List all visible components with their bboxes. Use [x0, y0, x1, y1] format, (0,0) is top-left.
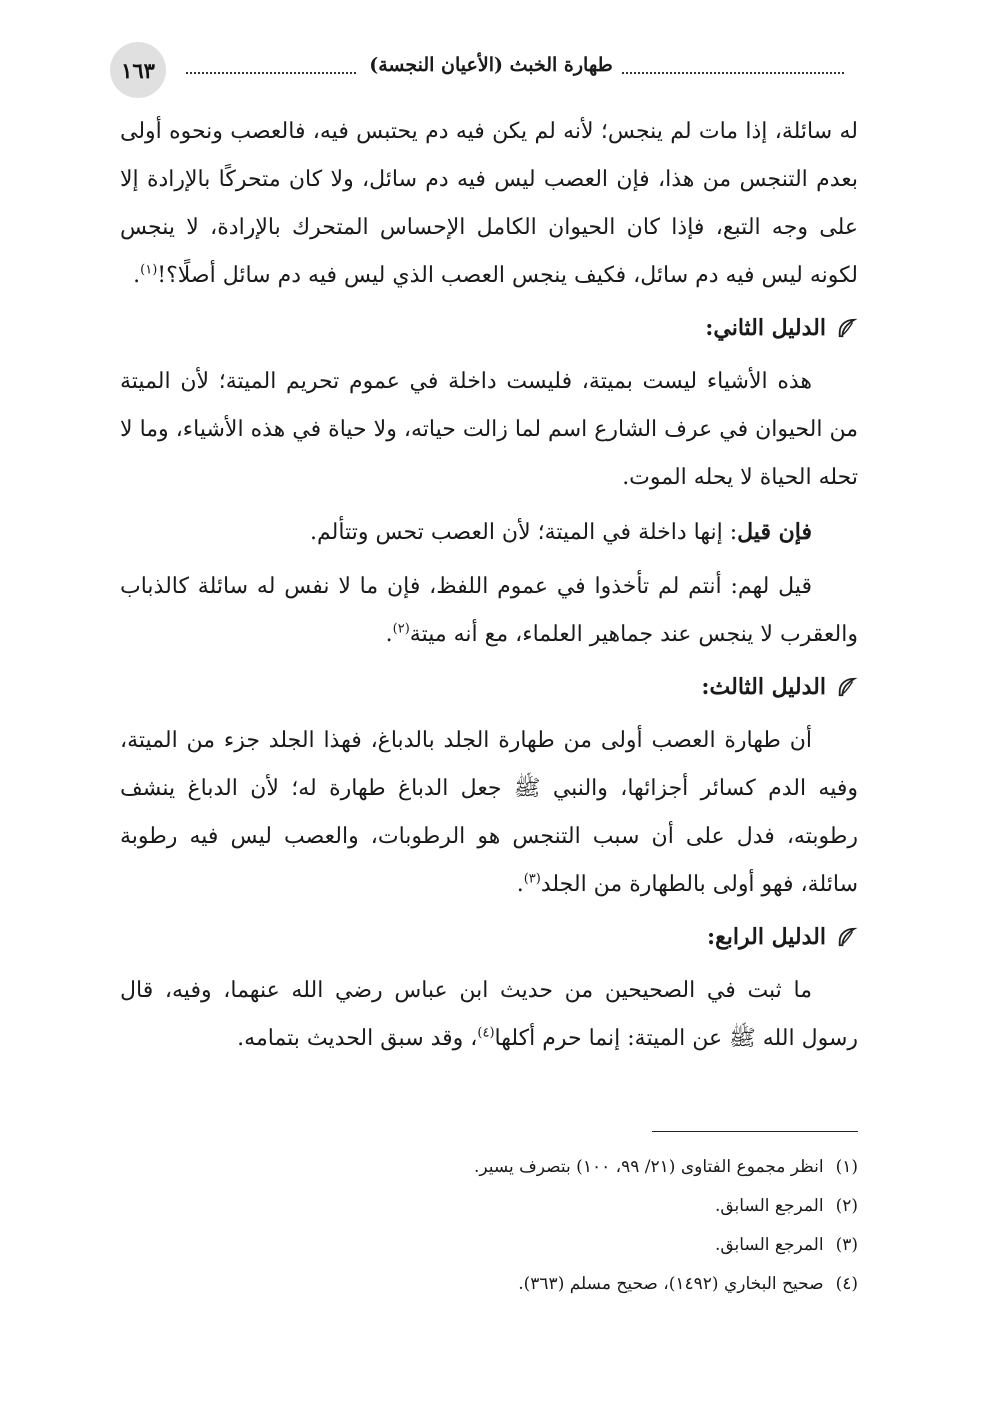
footnote-number: (٤) [835, 1274, 858, 1294]
paragraph [120, 967, 858, 1063]
paragraph-text: قيل لهم: أنتم لم تأخذوا في عموم اللفظ، فإن ما لا نفس له سائلة كالذباب والعقرب لا ينجس عند جماهير العلماء، مع أنه ميتة [120, 574, 858, 647]
paragraph-text: : إنها داخلة في الميتة؛ لأن العصب تحس وتتألم. [310, 520, 738, 545]
footnote [300, 1265, 858, 1304]
leaf-icon [836, 676, 858, 698]
paragraph-lead: فإن قيل [737, 519, 812, 545]
running-title: طهارة الخبث (الأعيان النجسة) [369, 54, 613, 76]
footnote [300, 1226, 858, 1265]
main-text [120, 108, 858, 1063]
footnote-number: (١) [835, 1157, 858, 1177]
footnote-number: (٢) [835, 1196, 858, 1216]
section-heading [120, 913, 858, 961]
footnote-text: صحيح البخاري (١٤٩٢)، صحيح مسلم (٣٦٣). [518, 1274, 824, 1294]
footnote [300, 1187, 858, 1226]
section-heading [120, 304, 858, 352]
footnote-text: المرجع السابق. [714, 1196, 824, 1216]
header-dotted-rule-left [186, 72, 356, 74]
footnote-text: المرجع السابق. [714, 1235, 824, 1255]
leaf-icon [836, 317, 858, 339]
paragraph-end: . [133, 263, 141, 288]
footnote-ref: (١) [140, 262, 158, 278]
paragraph-end: . [385, 622, 393, 647]
paragraph-text: أن طهارة العصب أولى من طهارة الجلد بالدباغ، فهذا الجلد جزء من الميتة، وفيه الدم كسائر أجزائها، والنبي ﷺ جعل الدباغ طهارة له؛ لأن الدباغ ينشف رطوبته، فدل على أن سبب التنجس هو الرطوبات، والعصب ليس فيه رطوبة سائلة، فهو أولى بالطهارة من الجلد [120, 728, 858, 897]
paragraph [120, 508, 858, 557]
page-number: ١٦٣ [110, 42, 166, 98]
leaf-icon [836, 926, 858, 948]
paragraph-text: هذه الأشياء ليست بميتة، فليست داخلة في عموم تحريم الميتة؛ لأن الميتة من الحيوان في عرف الشارع اسم لما زالت حياته، ولا حياة في هذه الأشياء، وما لا تحله الحياة لا يحله الموت. [120, 369, 858, 490]
paragraph [120, 717, 858, 909]
paragraph [120, 108, 858, 300]
footnote-ref: (٢) [392, 621, 410, 637]
paragraph-text: ما ثبت في الصحيحين من حديث ابن عباس رضي الله عنهما، وفيه، قال رسول الله ﷺ عن الميتة: إنما حرم أكلها [120, 978, 858, 1051]
paragraph [120, 563, 858, 659]
header-dotted-rule-right [622, 72, 844, 74]
page-header [110, 40, 862, 100]
heading-text: الدليل الرابع: [706, 924, 826, 950]
footnote-number: (٣) [835, 1235, 858, 1255]
heading-text: الدليل الثالث: [701, 674, 826, 700]
footnote [300, 1148, 858, 1187]
footnote-separator [652, 1131, 858, 1132]
paragraph-end: . [516, 872, 524, 897]
heading-text: الدليل الثاني: [705, 315, 826, 341]
footnote-ref: (٣) [523, 871, 541, 887]
footnotes [300, 1148, 858, 1304]
section-heading [120, 663, 858, 711]
paragraph-text: له سائلة، إذا مات لم ينجس؛ لأنه لم يكن فيه دم يحتبس فيه، فالعصب ونحوه أولى بعدم التنجس من هذا، فإن العصب ليس فيه دم سائل، ولا كان متحركًا بالإرادة إلا على وجه التبع، فإذا كان الحيوان الكامل الإحساس المتحرك بالإرادة، لا ينجس لكونه ليس فيه دم سائل، فكيف ينجس العصب الذي ليس فيه دم سائل أصلًا؟! [120, 119, 858, 288]
footnote-ref: (٤) [477, 1025, 495, 1041]
paragraph [120, 358, 858, 502]
footnote-text: انظر مجموع الفتاوى (٢١/ ٩٩، ١٠٠) بتصرف يسير. [473, 1157, 824, 1177]
paragraph-text: ، وقد سبق الحديث بتمامه. [237, 1026, 478, 1051]
